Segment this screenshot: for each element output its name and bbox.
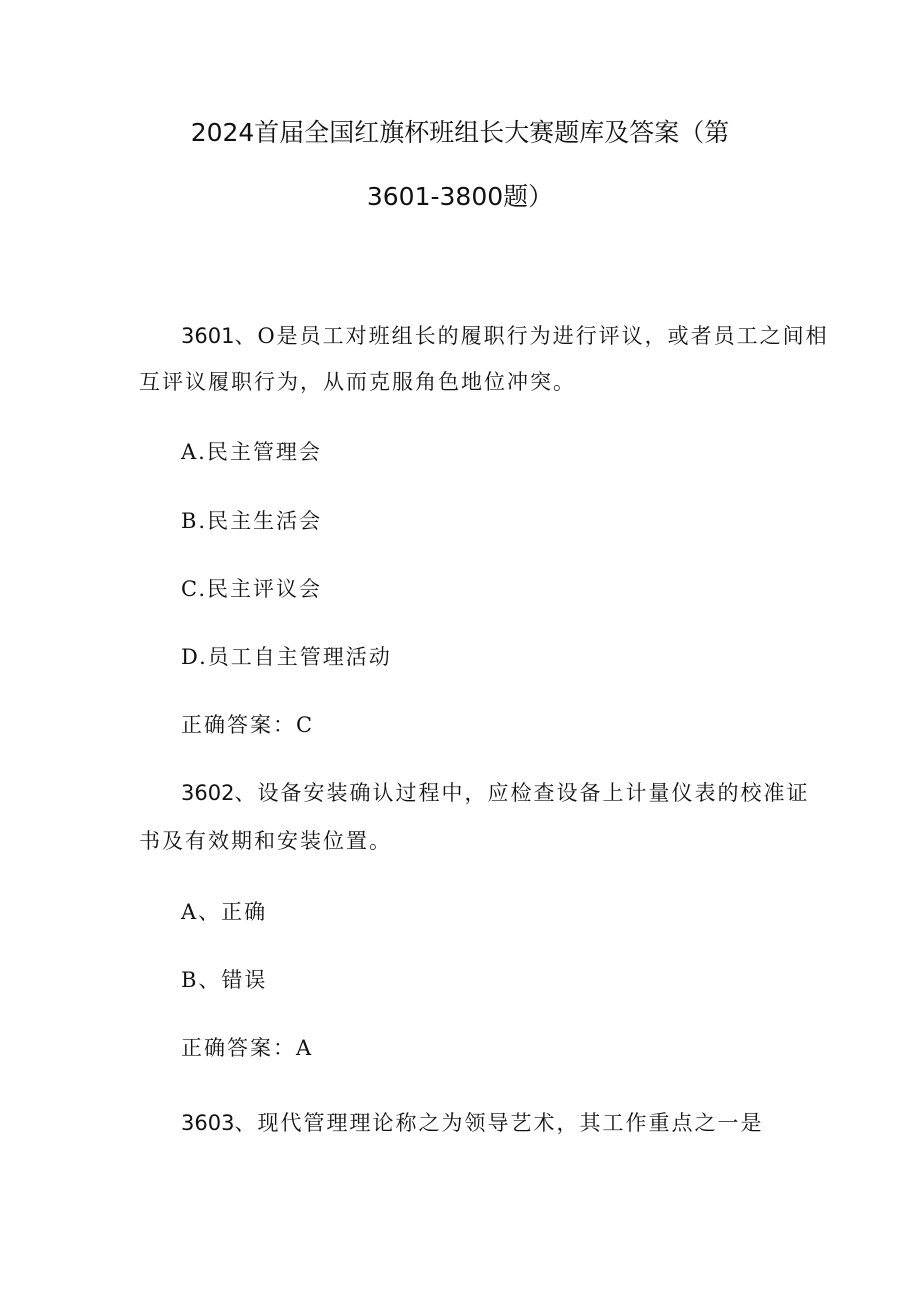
question-text: 、现代管理理论称之为领导艺术，其工作重点之一是	[234, 1111, 764, 1135]
question-3601-option-d: D.员工自主管理活动	[181, 645, 392, 669]
question-text: 、O是员工对班组长的履职行为进行评议，或者员工之间相	[234, 324, 829, 348]
question-3602-option-b: B、错误	[181, 968, 268, 992]
question-number: 3601	[181, 324, 235, 348]
question-3602-answer: 正确答案：A	[181, 1036, 314, 1060]
question-3603-line-1	[181, 1107, 763, 1137]
question-3602-option-a: A、正确	[181, 900, 268, 924]
question-3601-line-1	[181, 320, 829, 350]
question-3601-line-2: 互评议履职行为，从而克服角色地位冲突。	[139, 370, 576, 394]
question-number: 3603	[181, 1111, 235, 1135]
question-text: 、设备安装确认过程中，应检查设备上计量仪表的校准证	[234, 781, 810, 805]
question-3602-line-1	[181, 777, 809, 807]
question-3601-option-a: A.民主管理会	[181, 440, 322, 464]
document-title-line-2: 3601-3800题）	[366, 182, 554, 211]
question-3602-line-2: 书及有效期和安装位置。	[139, 829, 392, 853]
question-3601-answer: 正确答案：C	[181, 713, 315, 737]
question-3601-option-c: C.民主评议会	[181, 577, 322, 601]
question-3601-option-b: B.民主生活会	[181, 509, 323, 533]
document-title-line-1: 2024首届全国红旗杯班组长大赛题库及答案（第	[190, 118, 730, 147]
question-number: 3602	[181, 781, 235, 805]
